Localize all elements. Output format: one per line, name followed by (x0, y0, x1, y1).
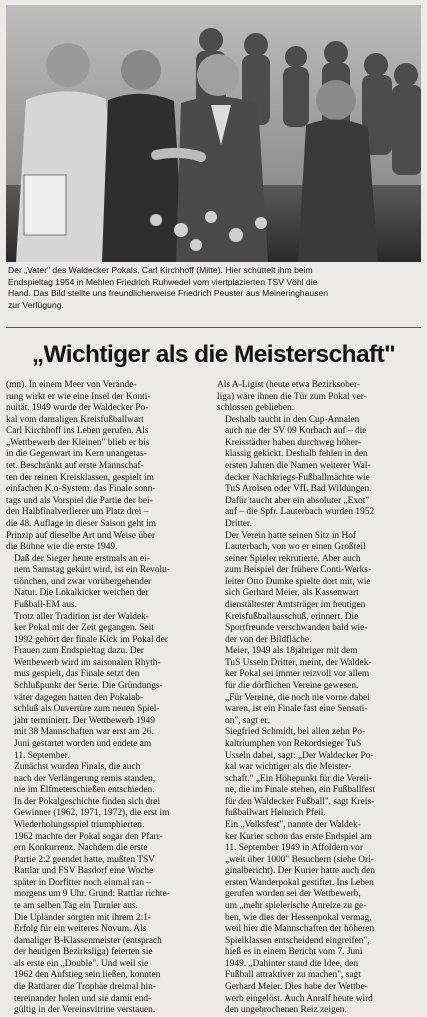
article-paragraph (6, 554, 210, 612)
article-line: 1949. „Dahinter stand die Idee, den (225, 958, 359, 969)
article-line: ker Kurier schon das erste Endspiel am (225, 831, 372, 842)
article-line: seiner Spieler rekrutierte. Aber auch (225, 553, 361, 564)
article-line: 1992 gehört der finale Kick im Pokal der (14, 634, 168, 645)
article-line: Schlußpunkt der Serie. Die Gründungs- (14, 681, 163, 692)
article-paragraph (217, 380, 421, 415)
article-line: nie im Elfmeterschießen entschieden. (14, 785, 155, 796)
article-line: Dritter. (225, 518, 252, 529)
article-line: als erste ein „Double". Und weil sie (14, 958, 149, 969)
article-line: Der Verein hatte seinen Sitz in Hof (225, 530, 357, 541)
article-paragraph (6, 612, 210, 763)
article-line: kaltriumphen von Rekordsieger TuS (225, 738, 362, 749)
article-line: schlossen geblieben. (217, 403, 295, 414)
article-line: Gerhard Meier. Dies habe der Wettbe- (225, 982, 368, 993)
article-line: später in Dorfitter noch einmal ran – (14, 877, 151, 888)
article-line: 1962 den Aufstieg sein ließen, konnten (14, 970, 161, 981)
article-line: Carl Kirchhoff ins Leben gerufen. Als (6, 426, 149, 437)
article-line: Rattlar und FSV Basdorf eine Woche (14, 866, 154, 877)
article-column-left (6, 380, 210, 1017)
article-line: in die Gegenwart im Kern unangetas- (6, 449, 147, 460)
article-line: mit 38 Mannschaften war erst am 26. (14, 727, 154, 738)
article-line: Zunächst wurden Finals, die auch (14, 762, 141, 773)
article-line: ne, die im Finale stehen, ein Fußballfest (225, 785, 375, 796)
article-line: die 48. Auflage in dieser Saison geht im (6, 518, 156, 529)
article-line: sich Gerhard Meier, als Kassenwart (225, 588, 359, 599)
article-line: In der Pokalgeschichte finden sich drei (14, 796, 161, 807)
article-line: auf – die Spfr. Lauterbach wurden 1952 (225, 507, 375, 518)
article-line: Trotz aller Tradition ist der Waldek- (14, 611, 149, 622)
article-line: Sportfreunde verschwanden bald wie- (225, 623, 368, 634)
article-line: on", sagt er. (225, 715, 270, 726)
article-line: einfachen K.o-System, das Finale sonn- (6, 484, 156, 495)
article-line: tet. Beschränkt auf erste Mannschaf- (6, 461, 144, 472)
article-line: dienstältester Amtsträger im heutigen (225, 599, 366, 610)
article-line: Wiederholungsspiel triumphierten. (14, 819, 145, 830)
article-line: für die dörflichen Vereine gewesen. (225, 681, 359, 692)
article-paragraph (6, 380, 210, 554)
divider-rule (6, 327, 421, 328)
article-paragraph (217, 727, 421, 820)
article-line: 1962 machte der Pokal sogar den Pfarr- (14, 831, 163, 842)
article-line: 11. September 1949 in Affoldern vor (225, 843, 363, 854)
article-line: rung wirkt er wie eine Insel der Konti- (6, 391, 151, 402)
article-line: mus gespielt, das Finale setzt den (14, 669, 140, 680)
article-paragraph (217, 415, 421, 531)
article-line: hieß es in einem Bericht vom 7. Juni (225, 947, 363, 958)
article-line: waren, ist ein Finale fast eine Sensati- (225, 704, 368, 715)
article-line: ersten Jahren die Namen weiterer Wal- (225, 461, 371, 472)
article-line: Kreisfußballausschuß, erinnert. Die (225, 611, 359, 622)
article-line: tereinander holen und sie damit end- (14, 993, 152, 1004)
article-line: den ungebrochenen Reiz zeigen. (225, 1005, 347, 1016)
caption-line: Hand. Das Bild stellte uns freundlicherweise Friedrich Peuster aus Meineringhausen (8, 288, 329, 299)
caption-line: Endspieltag 1954 in Mehlen Friedrich Ruhwedel vom viertplazierten TSV Vöhl die (8, 276, 318, 287)
article-line: ker Pokal sei immer reizvoll vor allem (225, 669, 370, 680)
article-line: (mn). In einem Meer von Verände- (6, 380, 137, 390)
article-line: 11. September. (14, 750, 70, 761)
article-line: zum Beispiel der frühere Conti-Werks- (225, 565, 372, 576)
article-line: Frauen zum Endspieltag dazu. Der (14, 646, 144, 657)
article-line: ern Konkurrenz. Nachdem die erste (14, 843, 148, 854)
article-line: nach der Verlängerung remis standen, (14, 773, 156, 784)
article-line: jahr terminiert. Der Wettbewerb 1949 (14, 715, 155, 726)
article-paragraph (217, 531, 421, 647)
article-line: gerufen worden sei der Wettbewerb, (225, 889, 361, 900)
article-line: ben, wie dies der Hessenpokal vermag, (225, 912, 372, 923)
caption-line: Der „Vater" des Waldecker Pokals, Carl Kirchhoff (Mitte). Hier schüttelt ihm beim (8, 265, 313, 275)
photo-caption (8, 265, 421, 311)
photo-illustration (6, 5, 421, 262)
article-line: weil hier die Mannschaften der höheren (225, 924, 375, 935)
article-line: fußballwart Heinrich Pfeil. (225, 808, 326, 819)
article-line: tags und als Vorspiel die Partie der bei- (6, 495, 153, 506)
article-line: auch nie der SV 09 Korbach auf – die (225, 426, 367, 437)
article-line: Lauterbach, von wo er einen Großteil (225, 542, 366, 553)
article-line: nuität. 1949 wurde der Waldecker Po- (6, 403, 149, 414)
article-line: „Wettbewerb der Kleinen" blieb er bis (6, 437, 150, 448)
article-line: kal vom damaligen Kreisfußballwart (6, 414, 144, 425)
article-line: der heutigen Bezirksliga) feierten sie (14, 947, 153, 958)
article-line: Juni gestartet worden und endete am (14, 738, 152, 749)
article-line: liga) wäre ihnen die Tür zum Pokal ver- (217, 391, 367, 402)
caption-line: zur Verfügung. (8, 299, 64, 310)
article-line: damaliger B-Klassenmeister (entsprach (14, 935, 162, 946)
article-line: Fußball-EM aus. (14, 599, 78, 610)
article-paragraph (217, 646, 421, 727)
article-line: schluß als Ouvertüre zum neuen Spiel- (14, 704, 160, 715)
article-line: schaft." „Ein Höhepunkt für die Vereii- (225, 773, 372, 784)
article-line: Als A-Ligist (heute etwa Bezirksober- (217, 380, 360, 390)
article-line: die Rattlarer die Trophäe dreimal hin- (14, 982, 156, 993)
article-paragraph (217, 820, 421, 1017)
article-line: Spielklassen entscheidend eingreifen", (225, 935, 370, 946)
article-line: ker Pokal mit der Zeit gegangen. Seit (14, 623, 154, 634)
article-line: Usseln dabei, sagt: „Der Waldecker Po- (225, 750, 374, 761)
article-line: klassig gekickt. Deshalb fehlen in den (225, 449, 368, 460)
article-line: Erfolg für ein weiteres Novum. Als (14, 924, 147, 935)
article-line: ersten Wanderpokal gestiftet. Ins Leben (225, 877, 374, 888)
article-line: „Für Vereine, die noch nie vorne dabei (225, 692, 370, 703)
article-line: TuS Usseln Dritter, meint, der Waldek- (225, 657, 372, 668)
article-line: für den Waldecker Fußball", sagt Kreis- (225, 796, 375, 807)
article-paragraph (6, 913, 210, 1017)
newspaper-photo (6, 5, 421, 262)
article-line: den Halbfinalverlierer um Platz drei – (6, 507, 149, 518)
article-line: die Bühne wie die erste 1949. (6, 542, 118, 553)
article-line: te am selben Tag ein Turnier aus. (14, 901, 138, 912)
article-line: Wettbewerb wird im saisonalen Rhyth- (14, 657, 161, 668)
article-line: TuS Arolsen oder VfL Bad Wildungen. (225, 484, 372, 495)
article-line: morgens um 9 Uhr. Grund: Rattlar richte- (14, 889, 170, 900)
article-line: tiönchen, und zwar vorübergehender (14, 576, 152, 587)
article-paragraph (6, 762, 210, 913)
article-line: Partie 2:2 geendet hatte, mußten TSV (14, 854, 155, 865)
article-line: ginalbericht). Der Kurier hatte auch den (225, 866, 375, 877)
article-line: kal war wichtiger als die Meister- (225, 762, 352, 773)
article-line: Fußball attraktiver zu machen", sagt (225, 970, 361, 981)
article-line: gültig in der Vereinsvitrine verstauen. (14, 1005, 156, 1016)
article-line: Gewinner (1962, 1971, 1972), die erst im (14, 808, 170, 819)
article-line: „weit über 1000" Besuchern (siehe Ori- (225, 854, 374, 865)
article-line: Deshalb taucht in den Cup-Annalen (225, 414, 360, 425)
article-column-right (217, 380, 421, 1017)
article-line: nem Samstag gekürt wird, ist ein Revolu- (14, 565, 170, 576)
article-line: väter dagegen hatten den Pokalab- (14, 692, 144, 703)
article-line: Ein „Volksfest", nannte der Waldek- (225, 819, 361, 830)
article-line: der von der Bildfläche. (225, 634, 312, 645)
article-line: ten der reinen Kreisklassen, gespielt im (6, 472, 154, 483)
article-headline: „Wichtiger als die Meisterschaft" (31, 341, 396, 368)
article-line: leiter Otto Dumke spielte dort mit, wie (225, 576, 371, 587)
article-line: um „mehr spielerische Anreize zu ge- (225, 901, 367, 912)
article-line: Meier, 1949 als 18jähriger mit dem (225, 646, 358, 657)
article-line: werb eingelöst. Auch Anralf heute wird (225, 993, 373, 1004)
article-line: Die Upländer sorgten mit ihrem 2:1- (14, 912, 152, 923)
article-line: Natur. Die Lokalkicker weichen der (14, 588, 149, 599)
article-line: Daß der Sieger heute erstmals an ei- (14, 553, 150, 564)
article-line: Dafür taucht aber ein absoluter „Exot" (225, 495, 370, 506)
article-line: decker Nachkriegs-Fußballmächte wie (225, 472, 370, 483)
article-line: Kreisstädter haben durchweg höher- (225, 437, 361, 448)
article-line: Prinzip auf dieselbe Art und Weise über (6, 530, 156, 541)
article-line: Siegfried Schmidt, bei allen zehn Po- (225, 727, 366, 738)
